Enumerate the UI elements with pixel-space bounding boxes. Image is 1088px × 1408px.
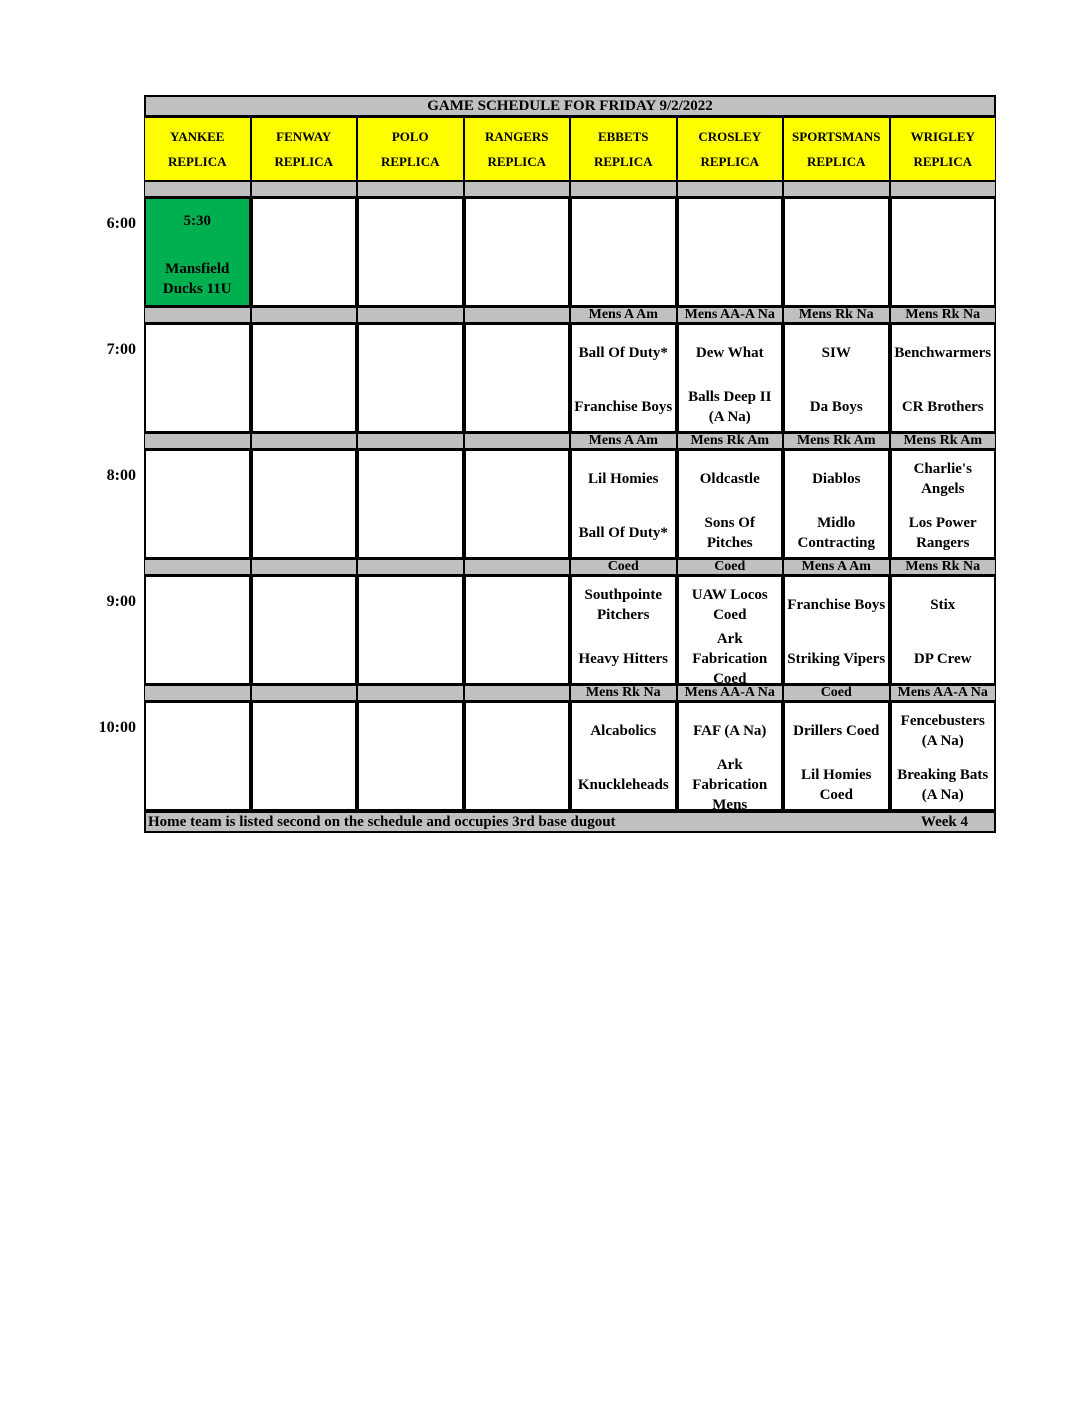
division-label <box>357 181 464 197</box>
game-cell <box>144 701 251 811</box>
game-cell <box>144 323 251 433</box>
game-cell <box>570 701 677 811</box>
away-team <box>148 585 247 625</box>
game-cell <box>251 323 358 433</box>
division-label: Coed <box>677 559 784 575</box>
game-cell <box>677 323 784 433</box>
home-team: CR Brothers <box>901 399 984 415</box>
away-team <box>255 333 354 373</box>
field-name: WRIGLEY <box>910 128 975 144</box>
home-team: Sons Of Pitches <box>704 515 755 551</box>
away-team: Lil Homies <box>588 471 659 487</box>
division-label <box>783 181 890 197</box>
game-cell <box>890 701 997 811</box>
game-cell <box>783 197 890 307</box>
field-sub: REPLICA <box>913 153 972 169</box>
game-cell <box>464 323 571 433</box>
away-team: Charlie's Angels <box>913 461 972 497</box>
game-cell <box>464 575 571 685</box>
away-team <box>361 459 460 499</box>
game-cell <box>464 197 571 307</box>
home-team <box>361 639 460 679</box>
division-label <box>464 307 571 323</box>
home-team: Breaking Bats (A Na) <box>897 767 989 803</box>
away-team: Drillers Coed <box>793 723 880 739</box>
division-label <box>251 559 358 575</box>
away-team: Stix <box>930 597 956 613</box>
time-slot-row <box>106 575 996 685</box>
time-label: 10:00 <box>98 719 136 736</box>
division-row <box>144 559 996 575</box>
division-label <box>677 181 784 197</box>
away-team <box>468 711 567 751</box>
field-header-polo <box>357 117 464 181</box>
home-team: Midlo Contracting <box>797 515 875 551</box>
time-label: 8:00 <box>106 467 136 484</box>
time-label: 7:00 <box>106 341 136 358</box>
division-label: Mens AA-A Na <box>890 685 997 701</box>
division-row <box>144 685 996 701</box>
time-label: 6:00 <box>106 215 136 232</box>
schedule-table <box>98 95 996 833</box>
field-name: FENWAY <box>276 128 332 144</box>
time-slot-row <box>106 323 996 433</box>
division-label <box>144 181 251 197</box>
field-name: YANKEE <box>170 128 225 144</box>
away-team <box>361 207 460 247</box>
game-cell <box>464 449 571 559</box>
field-sub: REPLICA <box>806 153 866 169</box>
game-cell <box>251 197 358 307</box>
game-cell <box>783 701 890 811</box>
away-team: Benchwarmers <box>894 345 992 361</box>
home-team <box>787 261 886 301</box>
home-team <box>468 387 567 427</box>
game-cell <box>357 449 464 559</box>
home-team: DP Crew <box>913 651 972 667</box>
away-team: SIW <box>821 345 851 361</box>
home-team <box>468 261 567 301</box>
away-team <box>255 207 354 247</box>
game-cell <box>357 197 464 307</box>
away-team <box>361 585 460 625</box>
field-sub: REPLICA <box>593 153 653 169</box>
division-label <box>464 559 571 575</box>
game-cell <box>251 449 358 559</box>
home-team <box>255 513 354 553</box>
game-cell <box>570 449 677 559</box>
field-sub: REPLICA <box>274 153 333 169</box>
away-team: Fencebusters (A Na) <box>900 713 985 749</box>
game-cell <box>783 449 890 559</box>
week-label: Week 4 <box>920 814 968 830</box>
home-team: Ball Of Duty* <box>578 525 668 541</box>
game-cell <box>570 197 677 307</box>
away-team <box>894 207 993 247</box>
away-team <box>148 333 247 373</box>
home-team: Knuckleheads <box>577 777 669 793</box>
division-label: Coed <box>570 559 677 575</box>
away-team <box>148 711 247 751</box>
division-row <box>144 181 996 197</box>
away-team <box>361 333 460 373</box>
home-team <box>468 765 567 805</box>
division-label: Mens A Am <box>783 559 890 575</box>
home-team: Ark Fabrication Coed <box>692 631 768 685</box>
away-team <box>468 585 567 625</box>
away-team <box>255 585 354 625</box>
division-label <box>464 685 571 701</box>
home-team <box>255 639 354 679</box>
game-cell <box>783 323 890 433</box>
division-label <box>251 433 358 449</box>
away-team <box>255 459 354 499</box>
home-team: Los Power Rangers <box>908 515 977 551</box>
division-label: Mens Rk Na <box>890 559 997 575</box>
field-sub: REPLICA <box>700 153 759 169</box>
game-cell <box>357 701 464 811</box>
away-team: UAW Locos Coed <box>691 587 768 623</box>
time-label: 9:00 <box>106 593 136 610</box>
home-team <box>148 765 247 805</box>
game-cell <box>357 575 464 685</box>
field-sub: REPLICA <box>380 153 440 169</box>
game-cell <box>144 197 251 307</box>
away-team: Dew What <box>695 345 764 361</box>
field-header-wrigley <box>890 117 997 181</box>
game-cell <box>677 701 784 811</box>
time-slot-row <box>106 197 996 307</box>
home-team-note: Home team is listed second on the schedule and occupies 3rd base dugout <box>148 814 616 830</box>
field-header-sportsmans <box>783 117 890 181</box>
field-sub: REPLICA <box>487 153 546 169</box>
game-start-time: 5:30 <box>183 213 211 229</box>
field-header-rangers <box>464 117 571 181</box>
division-label: Mens A Am <box>570 307 677 323</box>
division-label <box>570 181 677 197</box>
division-label: Mens AA-A Na <box>677 307 784 323</box>
home-team <box>468 513 567 553</box>
division-label: Mens Rk Am <box>890 433 997 449</box>
division-label: Mens AA-A Na <box>677 685 784 701</box>
game-cell <box>890 197 997 307</box>
away-team: Ball Of Duty* <box>578 345 668 361</box>
home-team: Balls Deep II (A Na) <box>688 389 772 425</box>
away-team <box>468 333 567 373</box>
away-team <box>361 711 460 751</box>
home-team <box>574 261 673 301</box>
away-team <box>148 459 247 499</box>
away-team <box>787 207 886 247</box>
game-cell <box>677 449 784 559</box>
time-slot-row <box>106 449 996 559</box>
game-cell <box>677 197 784 307</box>
away-team: FAF (A Na) <box>693 723 767 739</box>
home-team: Striking Vipers <box>787 651 886 667</box>
division-label <box>357 433 464 449</box>
home-team <box>361 513 460 553</box>
division-label <box>144 307 251 323</box>
division-label <box>464 433 571 449</box>
home-team <box>255 765 354 805</box>
field-name: RANGERS <box>484 128 549 144</box>
home-team: Heavy Hitters <box>578 651 669 667</box>
game-cell <box>251 701 358 811</box>
away-team: Southpointe Pitchers <box>584 587 663 623</box>
away-team: Alcabolics <box>590 723 657 739</box>
field-header-ebbets <box>570 117 677 181</box>
away-team <box>574 207 673 247</box>
division-label: Mens Rk Na <box>570 685 677 701</box>
away-team <box>468 207 567 247</box>
division-row <box>144 307 996 323</box>
division-label <box>357 685 464 701</box>
schedule-footer <box>144 811 996 833</box>
division-label: Mens Rk Na <box>783 307 890 323</box>
division-label: Mens Rk Na <box>890 307 997 323</box>
team-name: Mansfield Ducks 11U <box>162 261 232 297</box>
division-label: Coed <box>783 685 890 701</box>
field-header-crosley <box>677 117 784 181</box>
division-label <box>890 181 997 197</box>
game-cell <box>144 449 251 559</box>
game-cell <box>890 575 997 685</box>
home-team <box>148 639 247 679</box>
home-team: Franchise Boys <box>574 399 673 415</box>
division-label: Mens A Am <box>570 433 677 449</box>
field-name: SPORTSMANS <box>792 128 881 144</box>
home-team <box>361 387 460 427</box>
home-team <box>361 261 460 301</box>
home-team <box>468 639 567 679</box>
home-team: Ark Fabrication Mens <box>692 757 768 811</box>
time-slot-row <box>98 701 996 811</box>
game-cell <box>677 575 784 685</box>
division-label <box>357 307 464 323</box>
home-team: Da Boys <box>809 399 863 415</box>
field-name: CROSLEY <box>698 128 762 144</box>
home-team <box>361 765 460 805</box>
division-label <box>251 685 358 701</box>
home-team <box>148 387 247 427</box>
field-sub: REPLICA <box>167 153 227 169</box>
field-name: EBBETS <box>597 128 649 144</box>
division-label <box>357 559 464 575</box>
schedule-title: GAME SCHEDULE FOR FRIDAY 9/2/2022 <box>144 95 996 117</box>
field-header-yankee <box>144 117 251 181</box>
game-cell <box>144 575 251 685</box>
division-label <box>144 433 251 449</box>
game-cell <box>570 323 677 433</box>
away-team <box>468 459 567 499</box>
home-team <box>148 513 247 553</box>
away-team: Franchise Boys <box>787 597 886 613</box>
game-cell <box>570 575 677 685</box>
away-team <box>255 711 354 751</box>
field-header-fenway <box>251 117 358 181</box>
home-team: Lil Homies Coed <box>801 767 872 803</box>
home-team <box>255 387 354 427</box>
game-cell <box>890 323 997 433</box>
game-cell <box>464 701 571 811</box>
field-header-row <box>144 117 996 181</box>
away-team <box>681 207 780 247</box>
division-row <box>144 433 996 449</box>
division-label <box>144 559 251 575</box>
home-team <box>255 261 354 301</box>
game-cell <box>357 323 464 433</box>
home-team <box>681 261 780 301</box>
division-label <box>251 181 358 197</box>
division-label <box>144 685 251 701</box>
game-cell <box>890 449 997 559</box>
game-cell <box>251 575 358 685</box>
away-team: Diablos <box>812 471 861 487</box>
division-label <box>464 181 571 197</box>
division-label <box>251 307 358 323</box>
game-cell <box>783 575 890 685</box>
away-team: Oldcastle <box>699 471 760 487</box>
field-name: POLO <box>391 128 429 144</box>
home-team <box>894 261 993 301</box>
schedule-body <box>98 181 996 811</box>
division-label: Mens Rk Am <box>677 433 784 449</box>
division-label: Mens Rk Am <box>783 433 890 449</box>
